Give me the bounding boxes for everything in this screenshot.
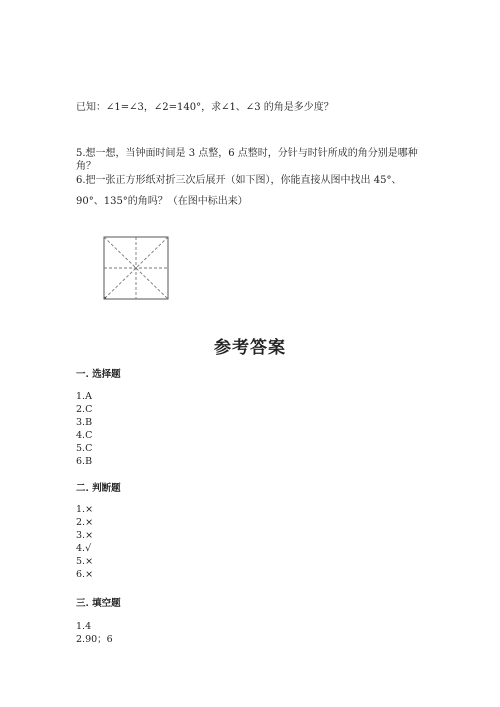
answer-item: 1.× xyxy=(76,504,94,515)
answer-item: 2.90；6 xyxy=(76,634,113,645)
question-5-line-2: 角？ xyxy=(76,161,96,172)
folded-square-figure xyxy=(103,236,169,300)
question-5-line-1: 5.想一想，当钟面时间是 3 点整，6 点整时，分针与时针所成的角分别是哪种 xyxy=(76,148,418,159)
section-heading-choice: 一. 选择题 xyxy=(76,369,121,380)
question-6-line-1: 6.把一张正方形纸对折三次后展开（如下图），你能直接从图中找出 45°、 xyxy=(76,175,402,186)
answer-item: 2.× xyxy=(76,517,94,528)
answer-item: 5.× xyxy=(76,556,94,567)
answer-title: 参考答案 xyxy=(214,338,286,358)
section-heading-judge: 二. 判断题 xyxy=(76,483,121,494)
section-answers-choice xyxy=(76,390,92,468)
answer-item: 4.C xyxy=(76,430,93,441)
section-answers-judge xyxy=(76,503,93,581)
question-6-line-2: 90°、135°的角吗？（在图中标出来） xyxy=(76,196,248,207)
answer-item: 3.× xyxy=(76,530,94,541)
answer-item: 6.B xyxy=(76,456,93,467)
answer-item: 4.√ xyxy=(76,543,92,554)
answer-item: 5.C xyxy=(76,443,93,454)
corner-dot xyxy=(104,297,106,299)
answer-item: 1.A xyxy=(76,391,92,402)
section-answers-fill xyxy=(76,620,113,646)
answer-item: 6.× xyxy=(76,569,94,580)
section-heading-fill: 三. 填空题 xyxy=(76,598,121,609)
answer-item: 2.C xyxy=(76,404,93,415)
answer-item: 1.4 xyxy=(76,621,92,632)
answer-item: 3.B xyxy=(76,417,93,428)
problem-given-text: 已知：∠1=∠3，∠2=140°，求∠1、∠3 的角是多少度？ xyxy=(76,102,334,113)
